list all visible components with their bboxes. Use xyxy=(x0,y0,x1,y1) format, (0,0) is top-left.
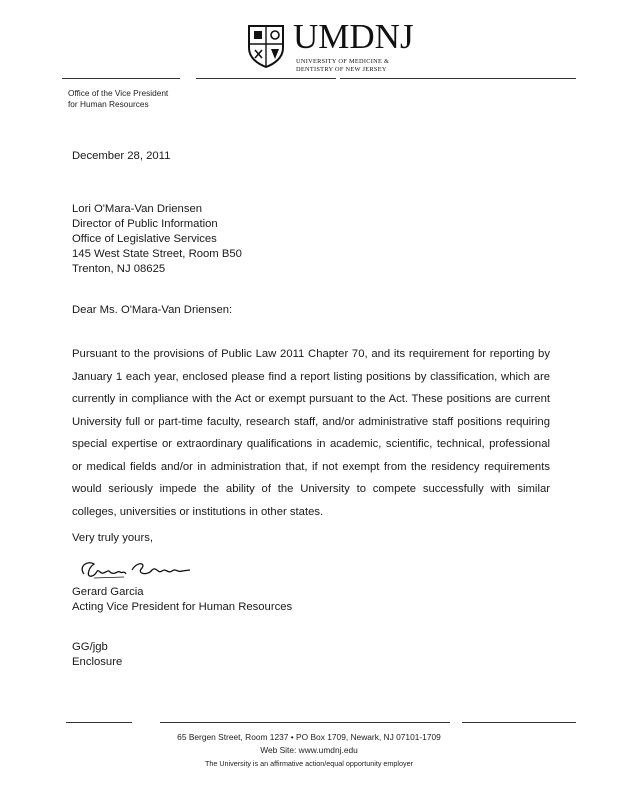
letterhead-subtitle-1: UNIVERSITY OF MEDICINE & xyxy=(296,58,390,65)
header-rule-right xyxy=(340,78,576,79)
header-rule-mid xyxy=(196,78,336,79)
letter-date: December 28, 2011 xyxy=(72,150,171,162)
recipient-line: Office of Legislative Services xyxy=(72,233,217,245)
footer-eoe-statement: The University is an affirmative action/equal opportunity employer xyxy=(204,759,413,768)
recipient-line: Trenton, NJ 08625 xyxy=(72,263,166,275)
signer-title: Acting Vice President for Human Resources xyxy=(72,601,293,613)
footer-rule-right xyxy=(462,722,576,723)
university-shield-icon xyxy=(246,24,286,68)
closing: Very truly yours, xyxy=(72,532,153,544)
recipient-line: Lori O'Mara-Van Driensen xyxy=(72,203,203,215)
salutation: Dear Ms. O'Mara-Van Driensen: xyxy=(72,304,233,316)
letter-body: Pursuant to the provisions of Public Law 2011 Chapter 70, and its requirement for reporting by January 1 each year, enclosed please find a report listing positions by classification, which are currently in compliance with the Act or exempt pursuant to the Act. These positions are current University full or part-time faculty, research staff, and/or administrative staff positions requiring special expertise or extraordinary qualifications in academic, scientific, technical, professional or medical fields and/or in administration that, if not exempt from the residency requirements would seriously impede the ability of the University to compete successfully with similar colleges, universities or institutions in other states. xyxy=(72,348,550,518)
footer-website: Web Site: www.umdnj.edu xyxy=(260,745,358,755)
enclosure-note: Enclosure xyxy=(72,656,123,668)
footer-rule-mid xyxy=(160,722,450,723)
letterhead-subtitle-2: DENTISTRY OF NEW JERSEY xyxy=(296,66,387,73)
wordmark: UMDNJ xyxy=(293,17,414,56)
recipient-line: Director of Public Information xyxy=(72,218,218,230)
signer-name: Gerard Garcia xyxy=(72,586,144,598)
footer-address: 65 Bergen Street, Room 1237 • PO Box 1709, Newark, NJ 07101-1709 xyxy=(177,732,441,742)
header-rule-left xyxy=(62,78,180,79)
handwritten-signature xyxy=(74,556,194,584)
recipient-line: 145 West State Street, Room B50 xyxy=(72,248,242,260)
letterhead-logo xyxy=(246,17,414,73)
office-line-1: Office of the Vice President xyxy=(68,88,169,98)
office-line-2: for Human Resources xyxy=(68,99,149,109)
typist-initials: GG/jgb xyxy=(72,641,108,653)
footer-rule-left xyxy=(66,722,132,723)
